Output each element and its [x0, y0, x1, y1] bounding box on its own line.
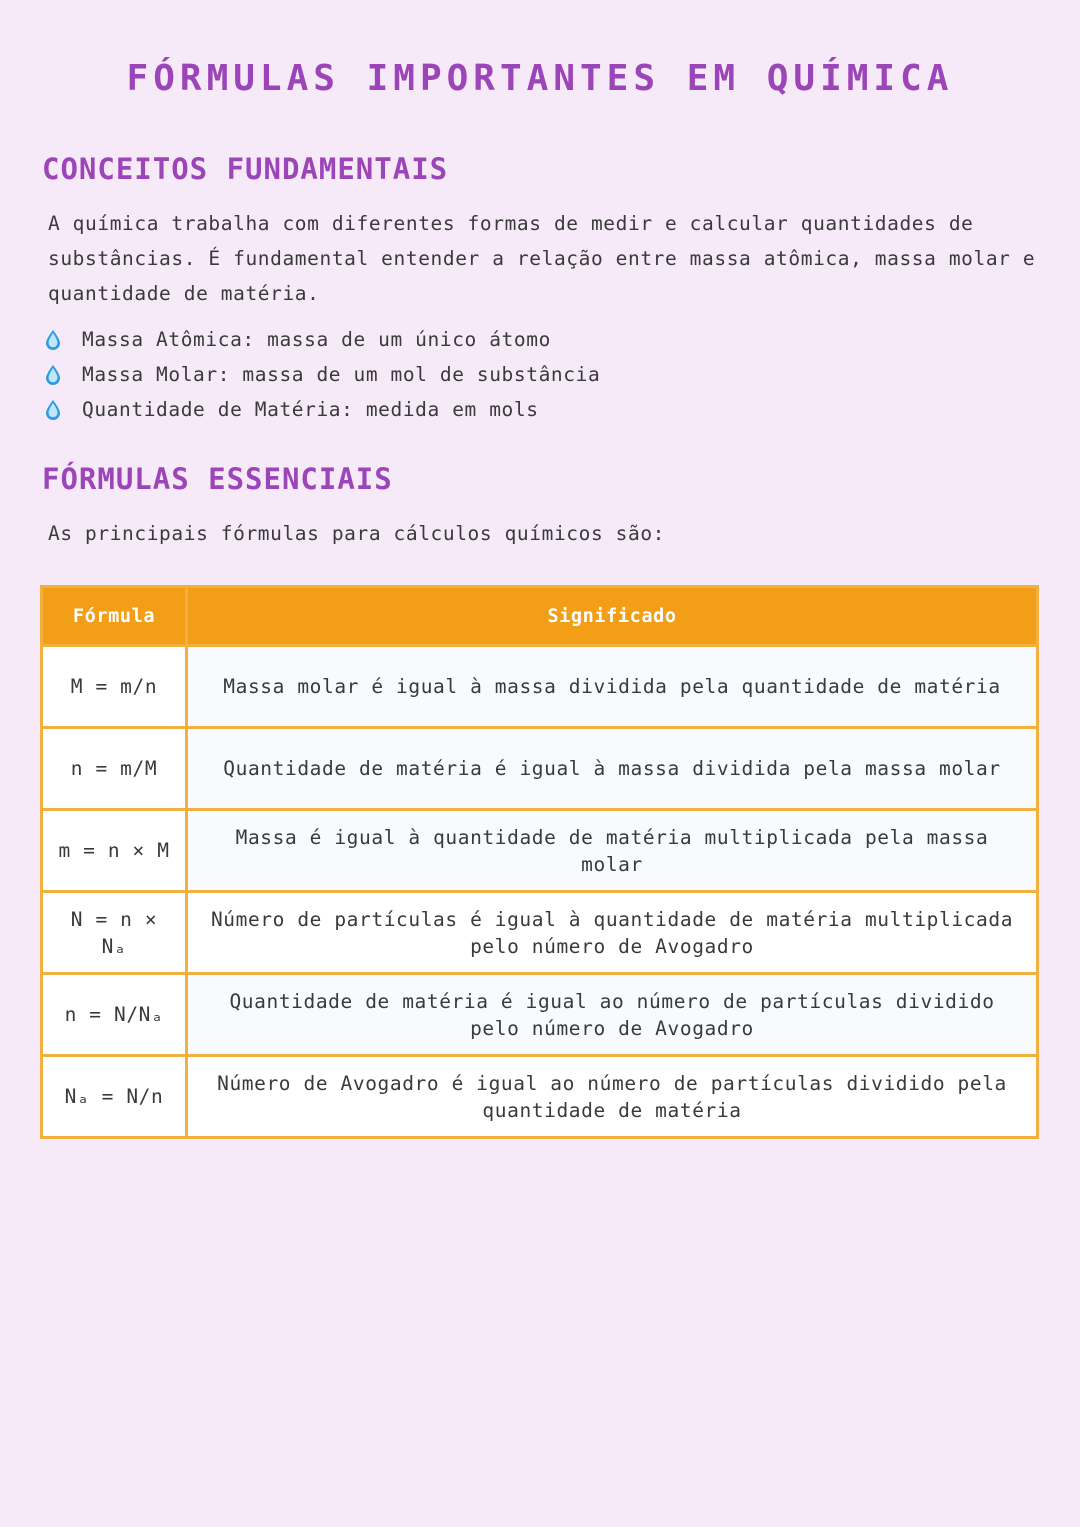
water-drop-icon	[44, 364, 62, 386]
formula-cell: M = m/n	[42, 646, 187, 728]
formula-cell: m = n × M	[42, 810, 187, 892]
formula-cell: Nₐ = N/n	[42, 1056, 187, 1138]
table-header-row	[42, 587, 1038, 646]
formula-cell: n = N/Nₐ	[42, 974, 187, 1056]
table-row	[42, 974, 1038, 1056]
section-heading-formulas: FÓRMULAS ESSENCIAIS	[42, 462, 393, 496]
table-row	[42, 810, 1038, 892]
bullet-text: Quantidade de Matéria: medida em mols	[82, 398, 539, 421]
concepts-bullet-list	[44, 322, 600, 427]
water-drop-icon	[44, 329, 62, 351]
section-heading-conceitos: CONCEITOS FUNDAMENTAIS	[42, 152, 449, 186]
formula-cell: n = m/M	[42, 728, 187, 810]
list-item	[44, 357, 600, 392]
table-row	[42, 1056, 1038, 1138]
bullet-text: Massa Atômica: massa de um único átomo	[82, 328, 551, 351]
table-row	[42, 646, 1038, 728]
meaning-cell: Número de Avogadro é igual ao número de partículas dividido pela quantidade de matéria	[187, 1056, 1038, 1138]
water-drop-icon	[44, 399, 62, 421]
table-row	[42, 728, 1038, 810]
meaning-cell: Quantidade de matéria é igual ao número de partículas dividido pelo número de Avogadro	[187, 974, 1038, 1056]
header-formula: Fórmula	[42, 587, 187, 646]
meaning-cell: Quantidade de matéria é igual à massa dividida pela massa molar	[187, 728, 1038, 810]
bullet-text: Massa Molar: massa de um mol de substância	[82, 363, 601, 386]
formula-cell: N = n × Nₐ	[42, 892, 187, 974]
header-meaning: Significado	[187, 587, 1038, 646]
table-row	[42, 892, 1038, 974]
page-title: FÓRMULAS IMPORTANTES EM QUÍMICA	[126, 58, 954, 99]
intro-paragraph: A química trabalha com diferentes formas de medir e calcular quantidades de substâncias. É fundamental entender a relação entre massa atômica, massa molar e quantidade de matéria.	[48, 212, 1036, 305]
list-item	[44, 392, 600, 427]
formulas-intro-paragraph: As principais fórmulas para cálculos químicos são:	[48, 522, 665, 545]
meaning-cell: Massa é igual à quantidade de matéria multiplicada pela massa molar	[187, 810, 1038, 892]
meaning-cell: Massa molar é igual à massa dividida pela quantidade de matéria	[187, 646, 1038, 728]
meaning-cell: Número de partículas é igual à quantidade de matéria multiplicada pelo número de Avogadro	[187, 892, 1038, 974]
list-item	[44, 322, 600, 357]
formula-table	[40, 585, 1039, 1139]
